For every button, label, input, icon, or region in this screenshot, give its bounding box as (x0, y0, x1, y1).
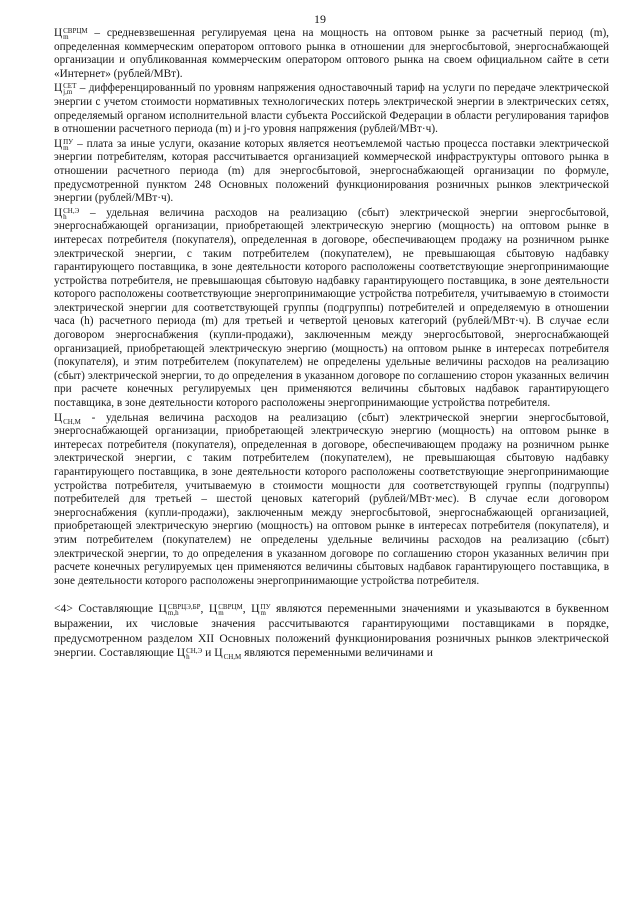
price-symbol: Ц СВРЦМ m (54, 27, 88, 41)
definition-paragraph (54, 82, 609, 136)
price-symbol: Ц ПУ m (251, 602, 271, 618)
definition-text: – удельная величина расходов на реализацию (сбыт) электрической энергии энергосбытовой, энергоснабжающей организации, приобретающей электрическую энергию (мощность) на оптовом рынке в интересах потребителя (покупателя), определенная в договоре, обеспечивающем продажу на розничном рынке электрической энергии, с таким потребителем (покупателем), не превышающая сбытовую надбавку гарантирующего поставщика, в зоне деятельности которого расположены соответствующие энергопринимающие устройства потребителя, не превышающая сбытовую надбавку гарантирующего поставщика, в зоне деятельности которого расположены соответствующие энергопринимающие устройства потребителя, учитываемую в стоимости электрической энергии для соответствующей группы (подгруппы) потребителей и определяемую в отношении часа (h) расчетного периода (m) для третьей и четвертой ценовых категорий (рублей/МВт·ч). В случае если договором энергоснабжения (купли-продажи), заключенным между энергосбытовой, энергоснабжающей организацией, приобретающей электрическую энергию (мощность) на оптовом рынке в интересах потребителя (покупателя), и этим потребителем (покупателем) не определены удельные величины расходов на реализацию (сбыт) электрической энергии, то до определения в указанном договоре по соглашению сторон указанных величин при расчете конечных регулируемых цен применяются величины сбытовых надбавок гарантирующего поставщика, в зоне деятельности которого расположены энергопринимающие устройства потребителя. (54, 206, 609, 410)
definition-text: – плата за иные услуги, оказание которых является неотъемлемой частью процесса поставки электрической энергии потребителям, которая рассчитывается организацией коммерческой инфраструктуры оптового рынка в отношении расчетного периода (m) для энергосбытовой, энергоснабжающей организации по формуле, предусмотренной пунктом 248 Основных положений функционирования розничных рынков электрической энергии (рублей/МВт·ч). (54, 137, 609, 205)
price-symbol: Ц СЕТ j,m (54, 82, 77, 97)
separator: , (200, 602, 209, 616)
definition-text: - удельная величина расходов на реализацию (сбыт) электрической энергии энергосбытовой, энергоснабжающей организации, приобретающей электрическую энергию (мощность) на оптовом рынке в интересах потребителя (покупателя), определенная в договоре, обеспечивающем продажу на розничном рынке электрической энергии, с таким потребителем (покупателем), не превышающая сбытовую надбавку гарантирующего поставщика, в зоне деятельности которого расположены соответствующие энергопринимающие устройства потребителя, учитываемую в стоимости мощности для соответствующей группы (подгруппы) потребителей для третьей – шестой ценовых категорий (рублей/МВт·мес). В случае если договором энергоснабжения (купли-продажи), заключенным между энергосбытовой, энергоснабжающей организацией, приобретающей электрическую энергию (мощность) на оптовом рынке в интересах потребителя (покупателя), и этим потребителем (покупателем) не определены удельные величины расходов на реализацию (сбыт) электрической энергии, то до определения в указанном договоре по соглашению сторон указанных величин при расчете конечных регулируемых цен применяются величины сбытовых надбавок гарантирующего поставщика, в зоне деятельности которого расположены энергопринимающие устройства потребителя. (54, 411, 609, 587)
conjunction: и (202, 646, 215, 660)
definition-text: – средневзвешенная регулируемая цена на мощность на оптовом рынке за расчетный период (m), определенная коммерческим оператором оптового рынка в отношении для энергосбытовой, энергоснабжающей организации и опубликованная коммерческим оператором оптового рынка на своем официальном сайте в сети «Интернет» (рублей/МВт). (54, 27, 609, 80)
separator: , (242, 602, 252, 616)
price-symbol: Ц СН,М (54, 411, 81, 426)
page-body (54, 27, 609, 662)
footnote-prefix: <4> Составляющие (54, 602, 159, 616)
price-symbol: Ц СН,Э h (176, 646, 203, 662)
price-symbol: Ц СН,Э h (54, 206, 80, 221)
definition-text: – дифференцированный по уровням напряжения одноставочный тариф на услуги по передаче электрической энергии с учетом стоимости нормативных технологических потерь электрической энергии в электрических сетях, определяемый органом исполнительной власти субъекта Российской Федерации в области регулирования тарифов в отношении расчетного периода (m) и j-го уровня напряжения (рублей/МВт·ч). (54, 82, 609, 136)
price-symbol: Ц СН,М (214, 646, 242, 662)
definition-paragraph (54, 138, 609, 206)
footnote-4 (54, 602, 609, 660)
footnote-text: являются переменными значениями и указываются в буквенном выражении, их числовые значения рассчитываются гарантирующими поставщиками в порядке, предусмотренном разделом XII Основных положений функционирования розничных рынков электрической энергии. Составляющие (54, 602, 610, 660)
definition-paragraph (54, 27, 609, 81)
price-symbol: Ц СВРЦЭ,БР m,h (158, 602, 201, 618)
definition-paragraph (54, 412, 609, 589)
page-number: 19 (314, 12, 326, 26)
footnote-tail: являются переменными величинами и (241, 646, 434, 660)
price-symbol: Ц СВРЦМ m (208, 602, 243, 618)
price-symbol: Ц ПУ m (54, 137, 74, 152)
definition-paragraph (54, 207, 609, 411)
